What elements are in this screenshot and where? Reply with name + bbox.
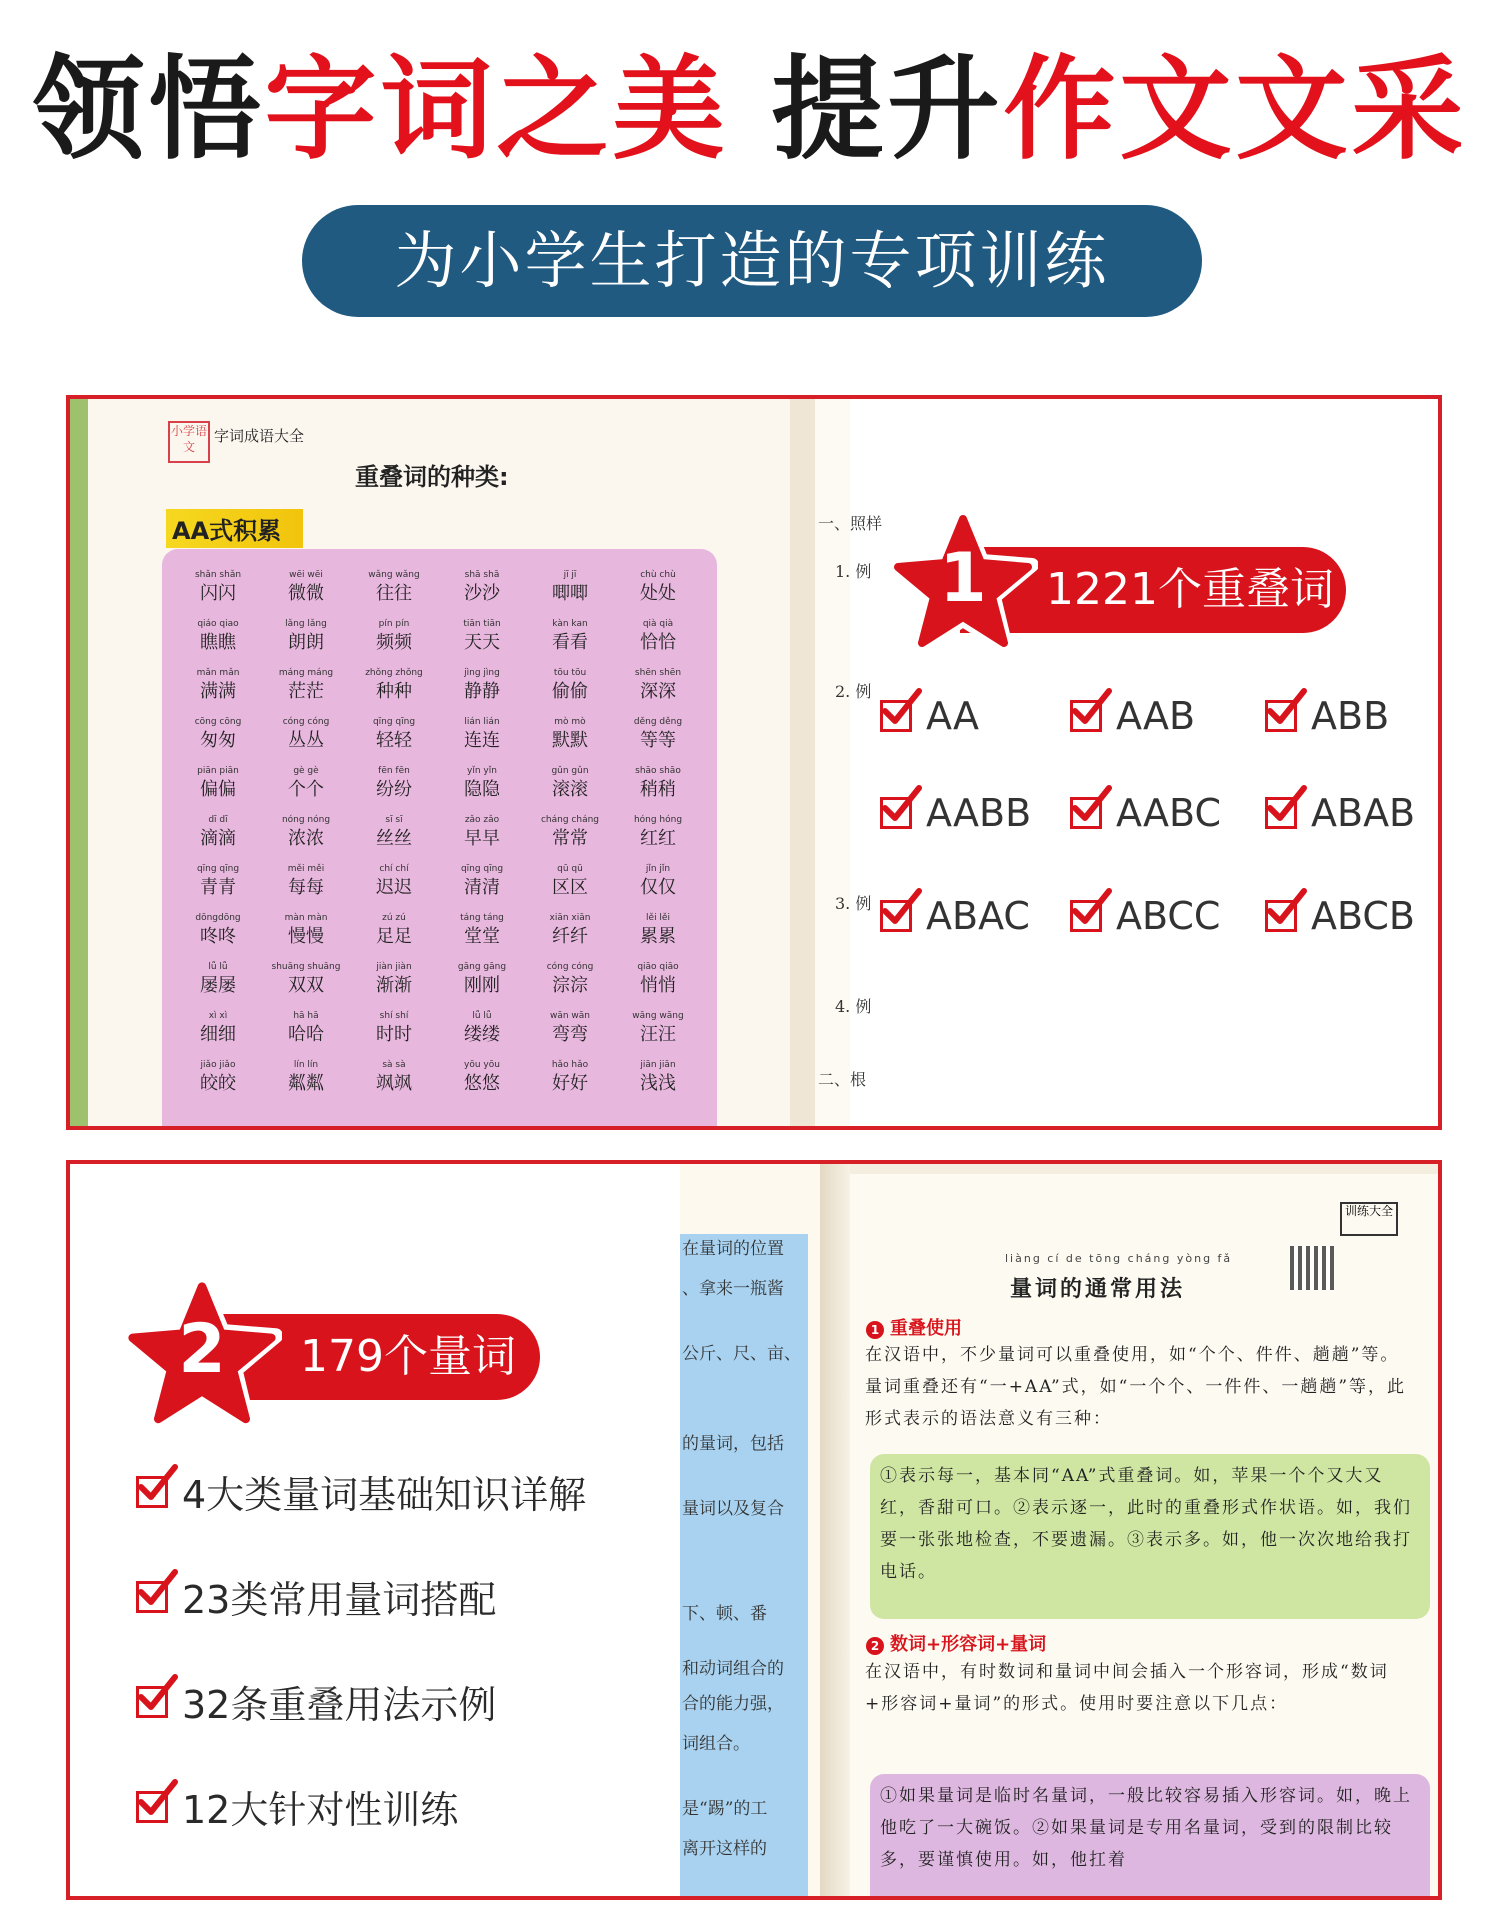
word-pinyin: hǎo hǎo — [551, 1060, 589, 1070]
word-hanzi: 渐渐 — [376, 975, 412, 996]
word-cell — [262, 569, 350, 615]
checkbox-icon — [1070, 797, 1102, 829]
type-label: AA — [926, 694, 980, 738]
left-page-line: 是“踢”的工 — [682, 1799, 768, 1819]
checkbox-icon — [880, 900, 912, 932]
type-label: AABB — [926, 791, 1032, 835]
word-pinyin: qīng qīng — [460, 864, 504, 874]
word-hanzi: 淙淙 — [552, 975, 588, 996]
word-hanzi: 刚刚 — [464, 975, 500, 996]
word-cell — [262, 765, 350, 811]
badge-number: 1 — [939, 539, 987, 618]
type-label: ABB — [1311, 694, 1390, 738]
word-hanzi: 清清 — [464, 877, 500, 898]
panel-reduplicated-words — [66, 395, 1442, 1130]
word-cell — [526, 814, 614, 860]
word-pinyin: tiān tiān — [463, 619, 501, 629]
left-page-line: 的量词，包括 — [682, 1434, 784, 1454]
word-hanzi: 滚滚 — [552, 779, 588, 800]
word-hanzi: 粼粼 — [288, 1073, 324, 1094]
headline — [0, 40, 1500, 180]
word-pinyin: máng máng — [278, 668, 334, 678]
word-cell — [262, 863, 350, 909]
headline-part1: 领悟 — [32, 45, 265, 175]
word-hanzi: 丛丛 — [288, 730, 324, 751]
type-item — [1265, 791, 1415, 835]
book-photo-1 — [70, 399, 883, 1130]
word-cell — [174, 569, 262, 615]
word-cell — [438, 716, 526, 762]
word-cell — [350, 618, 438, 664]
word-pinyin: wān wān — [549, 1011, 591, 1021]
word-pinyin: pín pín — [378, 619, 410, 629]
checkbox-icon — [136, 1686, 168, 1718]
type-item — [880, 694, 979, 738]
word-hanzi: 仅仅 — [640, 877, 676, 898]
word-hanzi: 屡屡 — [200, 975, 236, 996]
word-hanzi: 好好 — [552, 1073, 588, 1094]
word-cell — [262, 814, 350, 860]
left-page-line: 、拿来一瓶酱 — [682, 1279, 784, 1299]
book-tag: 小学语文 — [168, 421, 210, 463]
word-cell — [438, 912, 526, 958]
word-hanzi: 悄悄 — [640, 975, 676, 996]
word-cell — [350, 765, 438, 811]
word-cell — [526, 961, 614, 1007]
word-pinyin: měi měi — [287, 864, 325, 874]
type-item — [1070, 894, 1220, 938]
left-page-line: 公斤、尺、亩、 — [682, 1344, 801, 1364]
right-page-line: 4. 例 — [835, 997, 872, 1016]
word-pinyin: mǎn mǎn — [196, 668, 240, 678]
word-cell — [614, 667, 702, 713]
checkbox-icon — [1070, 700, 1102, 732]
word-pinyin: qīng qīng — [196, 864, 240, 874]
word-cell — [174, 912, 262, 958]
word-hanzi: 每每 — [288, 877, 324, 898]
word-cell — [174, 667, 262, 713]
type-label: ABCB — [1311, 894, 1415, 938]
word-pinyin: cháng cháng — [540, 815, 600, 825]
type-item — [1265, 894, 1415, 938]
type-item — [880, 791, 1031, 835]
word-cell — [526, 569, 614, 615]
word-cell — [614, 961, 702, 1007]
type-item — [1265, 694, 1389, 738]
type-label: ABAC — [926, 894, 1030, 938]
word-cell — [438, 667, 526, 713]
feature-label: 4大类量词基础知识详解 — [182, 1473, 587, 1517]
word-hanzi: 咚咚 — [200, 926, 236, 947]
word-hanzi: 偷偷 — [552, 681, 588, 702]
right-page-line: 2. 例 — [835, 682, 872, 701]
word-hanzi: 茫茫 — [288, 681, 324, 702]
badge-label: 179个量词 — [200, 1314, 540, 1400]
word-pinyin: shǎn shǎn — [194, 570, 242, 580]
subheading-1: 1 重叠使用 — [866, 1314, 962, 1340]
type-label: ABAB — [1311, 791, 1416, 835]
word-cell — [350, 912, 438, 958]
word-pinyin: shí shí — [379, 1011, 409, 1021]
subtitle-pill: 为小学生打造的专项训练 — [302, 205, 1202, 317]
word-cell — [614, 618, 702, 664]
word-pinyin: cōng cōng — [194, 717, 242, 727]
word-cell — [526, 863, 614, 909]
right-page-line: 1. 例 — [835, 562, 872, 581]
word-cell — [174, 961, 262, 1007]
word-cell — [174, 765, 262, 811]
word-hanzi: 浓浓 — [288, 828, 324, 849]
word-cell — [174, 1059, 262, 1105]
word-cell — [438, 569, 526, 615]
badge-label: 1221个重叠词 — [960, 547, 1346, 633]
checkbox-icon — [1265, 797, 1297, 829]
word-hanzi: 早早 — [464, 828, 500, 849]
word-pinyin: chù chù — [640, 570, 676, 580]
checkbox-icon — [1265, 700, 1297, 732]
word-cell — [350, 961, 438, 1007]
word-hanzi: 恰恰 — [640, 632, 676, 653]
word-cell — [350, 716, 438, 762]
word-cell — [174, 716, 262, 762]
word-pinyin: zú zú — [382, 913, 406, 923]
type-label: AAB — [1116, 694, 1196, 738]
word-pinyin: wāng wāng — [632, 1011, 684, 1021]
word-hanzi: 处处 — [640, 583, 676, 604]
title-pinyin: liàng cí de tōng cháng yòng fǎ — [1005, 1252, 1233, 1265]
section-title: 重叠词的种类: — [355, 463, 509, 491]
word-hanzi: 唧唧 — [552, 583, 588, 604]
word-cell — [350, 814, 438, 860]
word-cell — [174, 814, 262, 860]
word-cell — [262, 716, 350, 762]
word-pinyin: hā hā — [293, 1011, 319, 1021]
word-hanzi: 细细 — [200, 1024, 236, 1045]
word-hanzi: 双双 — [288, 975, 324, 996]
word-cell — [614, 569, 702, 615]
word-hanzi: 慢慢 — [288, 926, 324, 947]
word-pinyin: jī jī — [563, 570, 577, 580]
word-hanzi: 满满 — [200, 681, 236, 702]
word-cell — [174, 618, 262, 664]
word-pinyin: qiāo qiāo — [637, 962, 679, 972]
word-cell — [262, 667, 350, 713]
badge-number: 2 — [178, 1310, 226, 1389]
word-pinyin: sà sà — [382, 1060, 406, 1070]
word-hanzi: 纤纤 — [552, 926, 588, 947]
word-hanzi: 隐隐 — [464, 779, 500, 800]
left-page-line: 离开这样的 — [682, 1839, 767, 1859]
left-page-line: 在量词的位置 — [682, 1239, 784, 1259]
type-label: AABC — [1116, 791, 1221, 835]
word-pinyin: zǎo zǎo — [464, 815, 500, 825]
word-cell — [438, 618, 526, 664]
word-hanzi: 时时 — [376, 1024, 412, 1045]
word-pinyin: gāng gāng — [457, 962, 507, 972]
word-hanzi: 堂堂 — [464, 926, 500, 947]
word-cell — [614, 863, 702, 909]
word-cell — [526, 1059, 614, 1105]
gutter — [820, 1164, 850, 1900]
word-hanzi: 稍稍 — [640, 779, 676, 800]
word-cell — [262, 1059, 350, 1105]
word-hanzi: 个个 — [288, 779, 324, 800]
word-cell — [262, 912, 350, 958]
word-pinyin: shāo shāo — [635, 766, 681, 776]
word-pinyin: jìng jìng — [464, 668, 500, 678]
word-pinyin: dōngdōng — [195, 913, 241, 923]
word-pinyin: tōu tōu — [553, 668, 587, 678]
feature-label: 12大针对性训练 — [182, 1788, 459, 1832]
left-page-line: 量词以及复合 — [682, 1499, 784, 1519]
word-hanzi: 朗朗 — [288, 632, 324, 653]
word-pinyin: dī dī — [208, 815, 228, 825]
left-page-line: 词组合。 — [682, 1734, 750, 1754]
checkbox-icon — [880, 700, 912, 732]
left-page-line: 下、顿、番 — [682, 1604, 767, 1624]
word-cell — [526, 618, 614, 664]
word-cell — [526, 765, 614, 811]
feature-item — [136, 1464, 586, 1519]
left-page-line: 合的能力强， — [682, 1694, 784, 1714]
right-page-line: 3. 例 — [835, 894, 872, 913]
page-title: 量词的通常用法 — [1010, 1277, 1186, 1302]
word-cell — [614, 1010, 702, 1056]
word-pinyin: wēi wēi — [289, 570, 323, 580]
checkbox-icon — [136, 1581, 168, 1613]
word-cell — [614, 716, 702, 762]
word-cell — [262, 1010, 350, 1056]
checkbox-icon — [136, 1791, 168, 1823]
word-hanzi: 偏偏 — [200, 779, 236, 800]
word-hanzi: 汪汪 — [640, 1024, 676, 1045]
feature-label: 32条重叠用法示例 — [182, 1683, 497, 1727]
word-cell — [350, 1010, 438, 1056]
type-label: ABCC — [1116, 894, 1221, 938]
word-hanzi: 看看 — [552, 632, 588, 653]
qr-code-icon — [1290, 1246, 1334, 1290]
word-pinyin: lǎng lǎng — [285, 619, 327, 629]
word-pinyin: jiàn jiàn — [376, 962, 412, 972]
word-pinyin: jiǎo jiǎo — [200, 1060, 236, 1070]
word-pinyin: lǚ lǚ — [208, 962, 228, 972]
word-cell — [174, 1010, 262, 1056]
word-cell — [350, 667, 438, 713]
feature-item — [136, 1674, 496, 1729]
word-hanzi: 微微 — [288, 583, 324, 604]
word-pinyin: qū qū — [557, 864, 583, 874]
word-hanzi: 等等 — [640, 730, 676, 751]
word-hanzi: 种种 — [376, 681, 412, 702]
word-pinyin: sī sī — [385, 815, 403, 825]
word-hanzi: 弯弯 — [552, 1024, 588, 1045]
panel-measure-words — [66, 1160, 1442, 1900]
word-cell — [614, 765, 702, 811]
word-cell — [438, 765, 526, 811]
word-pinyin: qiáo qiao — [197, 619, 239, 629]
word-pinyin: fēn fēn — [378, 766, 410, 776]
word-hanzi: 青青 — [200, 877, 236, 898]
word-pinyin: piān piān — [197, 766, 239, 776]
word-pinyin: màn màn — [284, 913, 328, 923]
word-cell — [614, 912, 702, 958]
book-header: 字词成语大全 — [214, 427, 305, 445]
word-cell — [438, 1059, 526, 1105]
word-hanzi: 丝丝 — [376, 828, 412, 849]
green-text: ①表示每一，基本同“AA”式重叠词。如，苹果一个个又大又红，香甜可口。②表示逐一，此时的重叠形式作状语。如，我们要一张张地检查，不要遗漏。③表示多。如，他一次次地给我打电话。 — [880, 1466, 1412, 1582]
book-tag: 训练大全 — [1340, 1202, 1398, 1236]
word-cell — [438, 863, 526, 909]
word-hanzi: 红红 — [640, 828, 676, 849]
word-cell — [350, 1059, 438, 1105]
feature-item — [136, 1779, 458, 1834]
word-pinyin: děng děng — [633, 717, 683, 727]
word-hanzi: 常常 — [552, 828, 588, 849]
word-pinyin: shēn shēn — [634, 668, 682, 678]
word-hanzi: 皎皎 — [200, 1073, 236, 1094]
word-pinyin: táng táng — [460, 913, 504, 923]
book-photo-2 — [680, 1164, 1442, 1900]
word-pinyin: hóng hóng — [633, 815, 683, 825]
word-hanzi: 闪闪 — [200, 583, 236, 604]
word-pinyin: gǔn gǔn — [551, 766, 589, 776]
word-hanzi: 悠悠 — [464, 1073, 500, 1094]
pink-text: ①如果量词是临时名量词，一般比较容易插入形容词。如，晚上他吃了一大碗饭。②如果量词是专用名量词，受到的限制比较多，要谨慎使用。如，他扛着 — [880, 1786, 1412, 1870]
word-cell — [438, 1010, 526, 1056]
word-pinyin: xiān xiān — [549, 913, 591, 923]
type-item — [1070, 791, 1221, 835]
word-pinyin: zhǒng zhǒng — [365, 668, 423, 678]
word-hanzi: 瞧瞧 — [200, 632, 236, 653]
word-pinyin: kàn kan — [552, 619, 588, 629]
word-hanzi: 飒飒 — [376, 1073, 412, 1094]
word-pinyin: lián lián — [464, 717, 500, 727]
word-hanzi: 缕缕 — [464, 1024, 500, 1045]
word-hanzi: 默默 — [552, 730, 588, 751]
word-pinyin: shuāng shuāng — [271, 962, 341, 972]
word-box — [162, 549, 717, 1130]
word-pinyin: cóng cóng — [282, 717, 330, 727]
checkbox-icon — [1070, 900, 1102, 932]
word-pinyin: chí chí — [379, 864, 409, 874]
word-hanzi: 匆匆 — [200, 730, 236, 751]
word-pinyin: qīng qīng — [372, 717, 416, 727]
word-hanzi: 天天 — [464, 632, 500, 653]
word-pinyin: nóng nóng — [281, 815, 331, 825]
word-pinyin: lǚ lǚ — [472, 1011, 492, 1021]
word-cell — [614, 1059, 702, 1105]
word-cell — [526, 912, 614, 958]
word-hanzi: 哈哈 — [288, 1024, 324, 1045]
word-hanzi: 沙沙 — [464, 583, 500, 604]
word-pinyin: cóng cóng — [546, 962, 594, 972]
paragraph-1: 在汉语中，不少量词可以重叠使用，如“个个、件件、趟趟”等。量词重叠还有“一+AA”式，如“一个个、一件件、一趟趟”等，此形式表示的语法意义有三种： — [865, 1345, 1407, 1429]
word-hanzi: 静静 — [464, 681, 500, 702]
subheading-2: 2 数词+形容词+量词 — [866, 1630, 1046, 1656]
word-pinyin: lěi lěi — [646, 913, 670, 923]
word-hanzi: 往往 — [376, 583, 412, 604]
type-item — [1070, 694, 1195, 738]
checkbox-icon — [880, 797, 912, 829]
checkbox-icon — [1265, 900, 1297, 932]
word-cell — [262, 961, 350, 1007]
word-cell — [438, 961, 526, 1007]
word-pinyin: gè gè — [293, 766, 319, 776]
right-page-line: 二、根 — [818, 1070, 867, 1089]
word-pinyin: yǐn yǐn — [467, 766, 497, 776]
word-pinyin: qià qià — [642, 619, 674, 629]
word-pinyin: shā shā — [464, 570, 500, 580]
word-cell — [438, 814, 526, 860]
word-hanzi: 滴滴 — [200, 828, 236, 849]
aa-label: AA式积累 — [166, 509, 303, 548]
feature-item — [136, 1569, 496, 1624]
feature-label: 23类常用量词搭配 — [182, 1578, 497, 1622]
word-hanzi: 区区 — [552, 877, 588, 898]
word-cell — [350, 863, 438, 909]
word-hanzi: 足足 — [376, 926, 412, 947]
word-cell — [262, 618, 350, 664]
right-page-line: 一、照样 — [818, 514, 883, 533]
word-pinyin: jiān jiān — [640, 1060, 676, 1070]
word-cell — [526, 716, 614, 762]
word-grid — [174, 569, 702, 1105]
word-hanzi: 轻轻 — [376, 730, 412, 751]
word-pinyin: wǎng wǎng — [368, 570, 420, 580]
word-pinyin: xì xì — [208, 1011, 228, 1021]
word-pinyin: mò mò — [554, 717, 586, 727]
left-page-line: 和动词组合的 — [682, 1659, 784, 1679]
word-cell — [526, 1010, 614, 1056]
checkbox-icon — [136, 1476, 168, 1508]
headline-part2: 字词之美 — [264, 45, 729, 175]
word-cell — [350, 569, 438, 615]
word-hanzi: 迟迟 — [376, 877, 412, 898]
word-pinyin: yōu yōu — [464, 1060, 500, 1070]
headline-part3: 提升 — [771, 45, 1004, 175]
word-cell — [526, 667, 614, 713]
word-hanzi: 浅浅 — [640, 1073, 676, 1094]
word-pinyin: jǐn jǐn — [645, 864, 671, 874]
word-hanzi: 累累 — [640, 926, 676, 947]
word-hanzi: 深深 — [640, 681, 676, 702]
word-pinyin: lín lín — [293, 1060, 319, 1070]
word-hanzi: 纷纷 — [376, 779, 412, 800]
headline-part4: 作文文采 — [1003, 45, 1468, 175]
word-cell — [174, 863, 262, 909]
paragraph-2: 在汉语中，有时数词和量词中间会插入一个形容词，形成“数词+形容词+量词”的形式。使用时要注意以下几点： — [865, 1662, 1389, 1714]
word-hanzi: 连连 — [464, 730, 500, 751]
word-hanzi: 频频 — [376, 632, 412, 653]
type-item — [880, 894, 1030, 938]
word-cell — [614, 814, 702, 860]
